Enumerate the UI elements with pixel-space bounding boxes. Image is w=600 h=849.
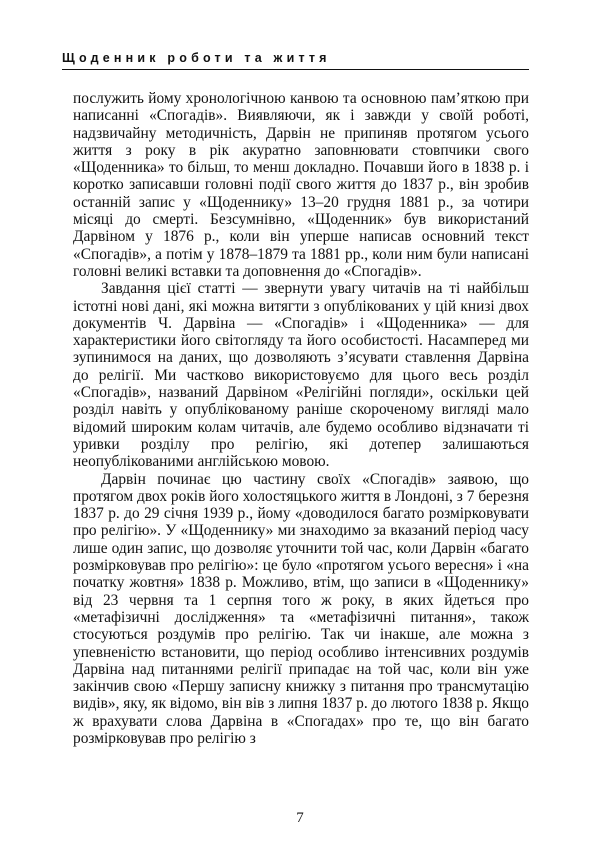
page-number: 7 [296,810,304,826]
paragraph-religion-reflections: Дарвін починає цю частину своїх «Спогадів» заявою, що протягом двох років його холостяцького життя в Лондоні, з 7 березня 1837 р. до 29 січня 1939 р., йому «доводилося багато розмірковувати про релігію». У «Щоденнику» ми знаходимо за вказаний період часу лише один запис, що дозволяє уточнити той час, коли Дарвін «багато розмірковував про релігію»: це було «протягом усього вересня» і «на початку жовтня» 1838 р. Можливо, втім, що записи в «Щоденнику» від 23 червня та 1 серпня того ж року, в яких йдеться про «метафізичні дослідження» та «метафізичні питання», також стосуються роздумів про релігію. Так чи інакше, але можна з упевненістю встановити, що період особливо інтенсивних роздумів Дарвіна над питаннями релігії припадає на той час, коли він уже закінчив свою «Першу записну книжку з питання про трансмутацію видів», яку, як відомо, він вів з липня 1837 р. до лютого 1838 р. Якщо ж врахувати слова Дарвіна в «Спогадах» про те, що він багато розмірковував про релігію з [73,470,529,747]
paragraph-article-task: Завдання цієї статті — звернути увагу читачів на ті найбільш істотні нові дані, які можна витягти з опублікованих у цій книзі двох документів Ч. Дарвіна — «Спогадів» і «Щоденника» — для характеристики його світогляду та його особистості. Насамперед ми зупинимося на даних, що дозволяють з’ясувати ставлення Дарвіна до релігії. Ми частково використовуємо для цього весь розділ «Спогадів», названий Дарвіном «Релігійні погляди», оскільки цей розділ навіть у опублікованому раніше скороченому вигляді мало відомий широким колам читачів, але будемо особливо відзначати ті уривки розділу про релігію, які дотепер залишаються неопублікованими англійською мовою. [73,280,529,471]
running-header: Щоденник роботи та життя [62,51,331,65]
page-text [73,90,529,747]
paragraph-continued: послужить йому хронологічною канвою та основною пам’яткою при написанні «Спогадів». Виявляючи, як і завжди у своїй роботі, надзвичайну методичність, Дарвін не припиняв протягом усього життя з року в рік акуратно заповнювати стовпчики свого «Щоденника» то більш, то менш докладно. Почавши його в 1838 р. і коротко записавши головні події свого життя до 1837 р., він зробив останній запис у «Щоденнику» 13–20 грудня 1881 р., за чотири місяці до смерті. Безсумнівно, «Щоденник» був використаний Дарвіном у 1876 р., коли він уперше написав основний текст «Спогадів», а потім у 1878–1879 та 1881 рр., коли ним були написані головні великі вставки та доповнення до «Спогадів». [73,90,529,280]
header-rule [62,69,529,70]
